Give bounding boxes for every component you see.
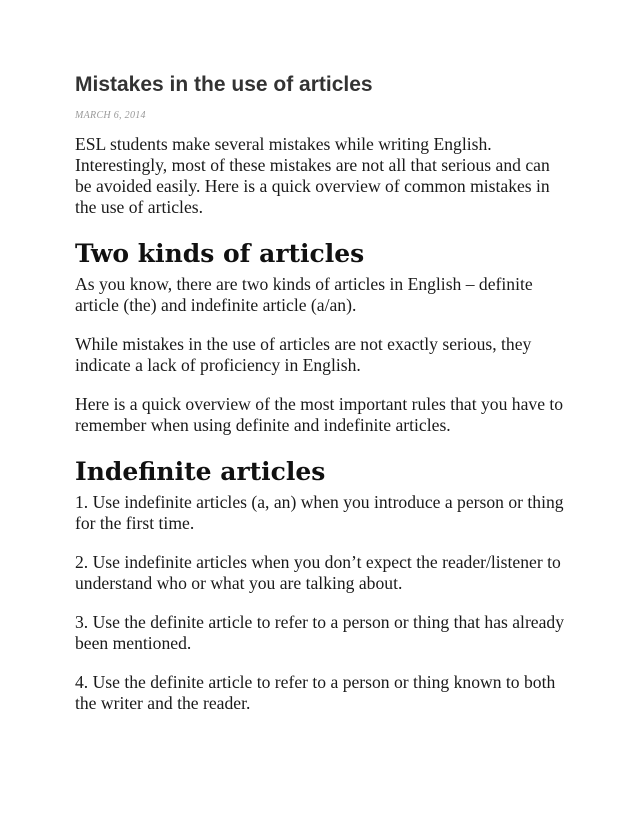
- article-date: MARCH 6, 2014: [75, 110, 146, 121]
- rule-item-1: 1. Use indefinite articles (a, an) when you introduce a person or thing for the first time.: [75, 492, 564, 533]
- rule-item-2: 2. Use indefinite articles when you don’t expect the reader/listener to understand who or what you are talking about.: [75, 552, 561, 593]
- paragraph-two-kinds-3: Here is a quick overview of the most important rules that you have to remember when using definite and indefinite articles.: [75, 394, 564, 435]
- section-heading-two-kinds: Two kinds of articles: [75, 239, 365, 268]
- intro-paragraph: ESL students make several mistakes while writing English. Interestingly, most of these mistakes are not all that serious and can be avoided easily. Here is a quick overview of common mistakes in the use of articles.: [75, 134, 550, 217]
- paragraph-two-kinds-1: As you know, there are two kinds of articles in English – definite article (the) and indefinite article (a/an).: [75, 274, 533, 315]
- rule-item-3: 3. Use the definite article to refer to a person or thing that has already been mentioned.: [75, 612, 565, 653]
- rule-item-4: 4. Use the definite article to refer to a person or thing known to both the writer and the reader.: [75, 672, 556, 713]
- section-heading-indefinite: Indefinite articles: [75, 457, 326, 486]
- article-title: Mistakes in the use of articles: [75, 73, 373, 96]
- document-page: [75, 72, 565, 732]
- paragraph-two-kinds-2: While mistakes in the use of articles are not exactly serious, they indicate a lack of proficiency in English.: [75, 334, 532, 375]
